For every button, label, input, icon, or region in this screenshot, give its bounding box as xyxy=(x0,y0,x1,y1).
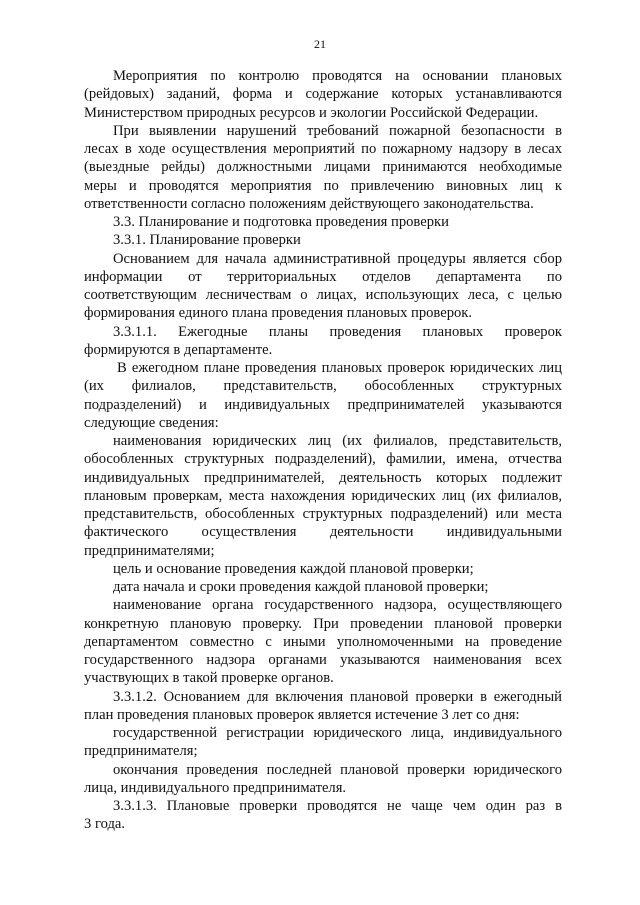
text-line: 3.3. Планирование и подготовка проведения проверки xyxy=(113,214,449,230)
text-line: При выявлении нарушений требований пожарной безопасности в xyxy=(113,122,562,139)
text-line: 3 года. xyxy=(84,816,125,833)
text-line: (рейдовых) заданий, форма и содержание которых устанавливаются xyxy=(84,86,562,103)
text-line: 3.3.1.2. Основанием для включения плановой проверки в ежегодный xyxy=(113,688,562,705)
text-line: наименование органа государственного надзора, осуществляющего xyxy=(113,597,562,614)
text-line: лица, индивидуального предпринимателя. xyxy=(84,779,347,796)
text-line: (их филиалов, представительств, обособленных структурных xyxy=(84,378,562,395)
text-line: 3.3.1.1. Ежегодные планы проведения плановых проверок xyxy=(113,323,562,340)
text-line: (выездные рейды) должностными лицами принимаются необходимые xyxy=(84,159,562,176)
text-line: государственного надзора органами указываются наименования всех xyxy=(84,652,562,668)
text-line: предпринимателя; xyxy=(84,743,198,760)
text-line: план проведения плановых проверок является истечение 3 лет со дня: xyxy=(84,706,520,723)
text-line: подразделений) и индивидуальных предпринимателей указываются xyxy=(84,396,562,413)
text-line: ответственности согласно положениям действующего законодательства. xyxy=(84,195,534,212)
text-line: наименования юридических лиц (их филиалов, представительств, xyxy=(113,433,562,449)
text-line: В ежегодном плане проведения плановых проверок юридических лиц xyxy=(117,360,562,376)
text-line: дата начала и сроки проведения каждой плановой проверки; xyxy=(113,579,489,595)
text-line: предпринимателями; xyxy=(84,542,215,559)
text-line: формируются в департаменте. xyxy=(84,341,273,358)
text-line: информации от территориальных отделов департамента по xyxy=(84,268,562,285)
text-line: конкретную плановую проверку. При проведении плановой проверки xyxy=(84,615,562,632)
text-line: плановым проверкам, места нахождения юридических лиц (их филиалов, xyxy=(84,487,562,504)
text-line: 3.3.1. Планирование проверки xyxy=(113,232,301,249)
text-line: Министерством природных ресурсов и экологии Российской Федерации. xyxy=(84,104,539,121)
text-line: 3.3.1.3. Плановые проверки проводятся не чаще чем один раз в xyxy=(113,798,562,814)
text-line: департаментом совместно с иными уполномоченными на проведение xyxy=(84,633,562,650)
text-line: представительств, обособленных структурных подразделений) или места xyxy=(84,506,562,522)
text-line: формирования единого плана проведения плановых проверок. xyxy=(84,305,473,322)
text-line: цель и основание проведения каждой плановой проверки; xyxy=(113,560,474,577)
text-line: Основанием для начала административной процедуры является сбор xyxy=(113,250,562,267)
page-number: 21 xyxy=(314,37,326,51)
text-line: соответствующим лесничествам о лицах, использующих леса, с целью xyxy=(84,287,562,303)
text-line: меры и проводятся мероприятия по привлечению виновных лиц к xyxy=(84,177,562,194)
text-line: Мероприятия по контролю проводятся на основании плановых xyxy=(113,68,562,84)
text-line: следующие сведения: xyxy=(84,414,219,431)
text-line: фактического осуществления деятельности индивидуальными xyxy=(84,524,562,541)
text-line: индивидуальных предпринимателей, деятельность которых подлежит xyxy=(84,469,562,486)
text-line: лесах в ходе осуществления мероприятий по пожарному надзору в лесах xyxy=(84,141,562,157)
text-line: окончания проведения последней плановой проверки юридического xyxy=(113,761,562,778)
text-line: участвующих в такой проверке органов. xyxy=(84,670,334,687)
text-line: обособленных структурных подразделений), фамилии, имена, отчества xyxy=(84,451,562,468)
text-line: государственной регистрации юридического лица, индивидуального xyxy=(113,725,562,741)
